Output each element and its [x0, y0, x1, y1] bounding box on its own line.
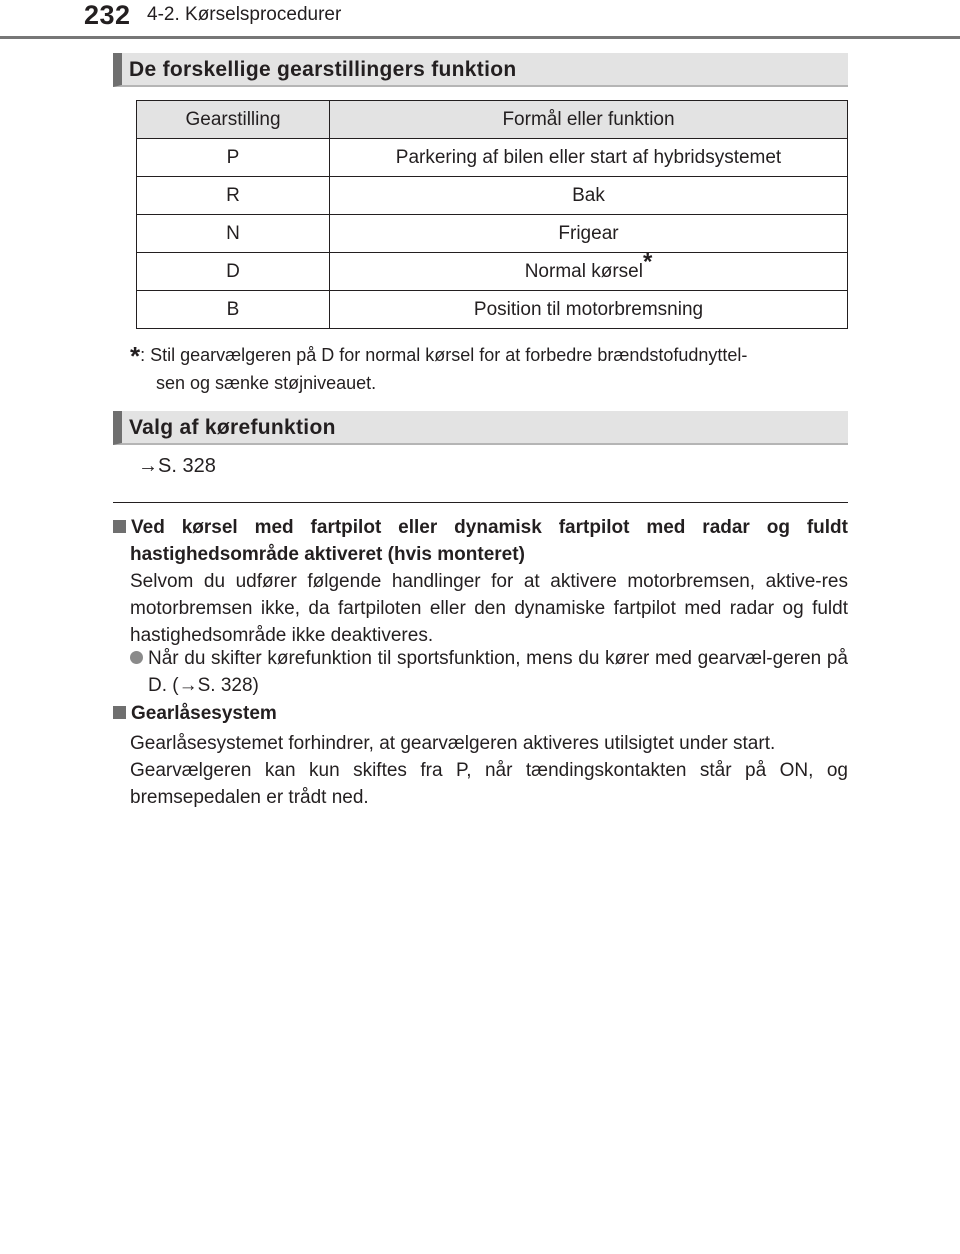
- page-number: 232: [84, 0, 131, 30]
- square-bullet-icon: [113, 706, 126, 719]
- section-title: Valg af kørefunktion: [129, 416, 336, 439]
- table-header-row: [137, 101, 848, 139]
- function-cell: [330, 215, 848, 253]
- gear-cell: D: [137, 253, 330, 291]
- table-row: [137, 291, 848, 329]
- note-heading-gearlock: [113, 700, 848, 727]
- section-title: De forskellige gearstillingers funktion: [129, 58, 517, 81]
- header-rule: [0, 36, 960, 39]
- footnote-star: *: [130, 341, 141, 371]
- gear-table: [136, 100, 848, 329]
- function-cell: [330, 291, 848, 329]
- page-reference-link[interactable]: →S. 328: [138, 455, 216, 477]
- function-cell: [330, 177, 848, 215]
- note-heading-cruise: [113, 514, 848, 568]
- table-row: [137, 177, 848, 215]
- function-text: Frigear: [558, 222, 619, 244]
- footnote: [130, 342, 850, 397]
- chapter-title: 4-2. Kørselsprocedurer: [147, 4, 342, 25]
- note-body-gearlock-1: Gearlåsesystemet forhindrer, at gearvælgeren aktiveres utilsigtet under start.: [130, 733, 776, 754]
- gear-cell: N: [137, 215, 330, 253]
- table-row: [137, 139, 848, 177]
- square-bullet-icon: [113, 520, 126, 533]
- note-body-gearlock-2: Gearvælgeren kan kun skiftes fra P, når tændingskontakten står på ON, og bremsepedalen er trådt ned.: [130, 760, 848, 808]
- column-header-gear: Gearstilling: [137, 101, 330, 139]
- function-cell: [330, 139, 848, 177]
- table-row: [137, 253, 848, 291]
- footnote-marker: *: [642, 248, 653, 276]
- note-bullet-cruise: [113, 645, 848, 699]
- divider: [113, 502, 848, 503]
- column-header-function: Formål eller funktion: [330, 101, 848, 139]
- function-text: Bak: [572, 184, 605, 206]
- function-text: Position til motorbremsning: [473, 298, 704, 320]
- gear-cell: P: [137, 139, 330, 177]
- note-body-cruise: Selvom du udfører følgende handlinger for at aktivere motorbremsen, aktive-res motorbremsen ikke, da fartpiloten eller den dynamiske fartpilot med radar og fuldt hastighedsområde ikke deaktiveres.: [130, 571, 848, 646]
- footnote-line2: sen og sænke støjniveauet.: [156, 373, 377, 393]
- function-text: Normal kørsel: [524, 260, 643, 282]
- footnote-line1: : Stil gearvælgeren på D for normal kørsel for at forbedre brændstofudnyttel-: [140, 345, 748, 365]
- function-cell: [330, 248, 848, 291]
- gear-cell: B: [137, 291, 330, 329]
- table-row: [137, 215, 848, 253]
- note-heading-text: Gearlåsesystem: [131, 703, 277, 724]
- section-heading-drive-mode: [113, 411, 848, 445]
- note-heading-text: Ved kørsel med fartpilot eller dynamisk fartpilot med radar og fuldt hastighedsområde aktiveret (hvis monteret): [130, 517, 848, 565]
- circle-bullet-icon: [130, 651, 143, 664]
- bullet-text: Når du skifter kørefunktion til sportsfunktion, mens du kører med gearvæl-geren på D. (→S. 328): [148, 648, 848, 696]
- section-heading-gear-functions: [113, 53, 848, 87]
- function-text: Parkering af bilen eller start af hybridsystemet: [395, 146, 782, 168]
- gear-cell: R: [137, 177, 330, 215]
